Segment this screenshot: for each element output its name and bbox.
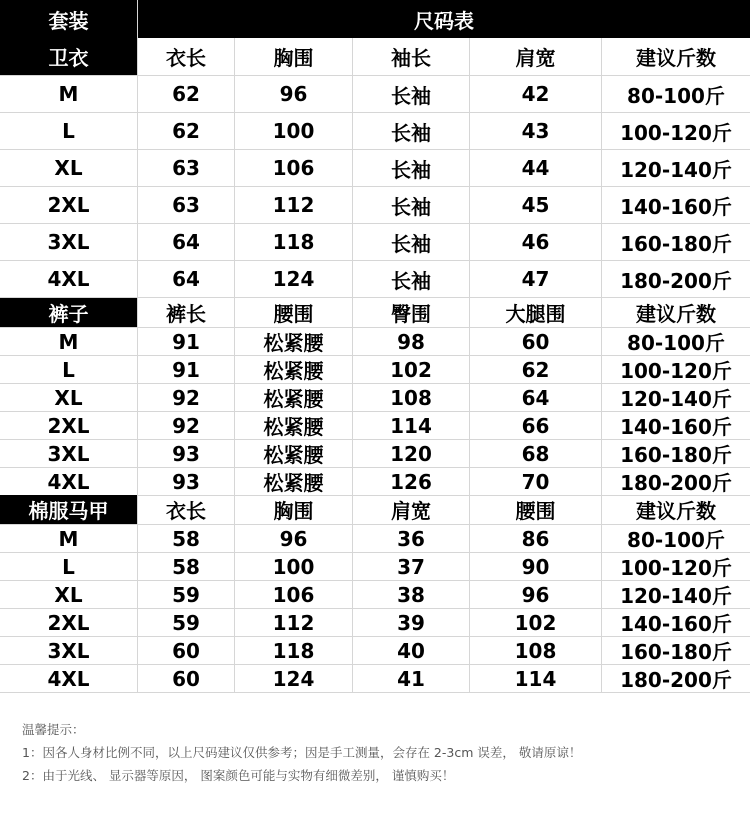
table-cell: 180-200斤	[620, 668, 732, 692]
size-label: M	[0, 76, 138, 112]
table-cell: 松紧腰	[235, 328, 353, 355]
table-cell: 松紧腰	[235, 440, 353, 467]
table-row	[0, 113, 750, 150]
table-cell: 90	[470, 553, 602, 580]
table-cell: 120-140斤	[620, 157, 732, 182]
table-cell: 58	[138, 525, 235, 552]
size-label: 4XL	[0, 261, 138, 297]
table-cell: 80-100斤	[627, 83, 725, 108]
table-cell: 124	[235, 665, 353, 692]
table-cell: 98	[353, 328, 470, 355]
table-cell: 91	[138, 356, 235, 383]
table-cell: 60	[138, 665, 235, 692]
table-cell: 44	[470, 150, 602, 186]
table-cell: 64	[470, 384, 602, 411]
table-cell: 91	[138, 328, 235, 355]
table-cell: 68	[470, 440, 602, 467]
table-cell: 180-200斤	[620, 268, 732, 293]
section-name: 棉服马甲	[0, 495, 138, 524]
table-cell: 160-180斤	[620, 640, 732, 664]
table-row	[0, 440, 750, 468]
table-row	[0, 412, 750, 440]
table-cell: 180-200斤	[620, 471, 732, 495]
size-label: 2XL	[0, 412, 138, 439]
column-header: 肩宽	[470, 38, 602, 75]
size-label: 3XL	[0, 440, 138, 467]
table-cell: 60	[138, 637, 235, 664]
table-cell: 62	[138, 113, 235, 149]
table-cell: 松紧腰	[235, 468, 353, 495]
table-cell: 42	[470, 76, 602, 112]
column-header: 肩宽	[353, 495, 470, 524]
table-cell: 112	[235, 609, 353, 636]
size-label: XL	[0, 150, 138, 186]
size-label: 3XL	[0, 224, 138, 260]
table-row	[0, 224, 750, 261]
table-cell: 160-180斤	[620, 231, 732, 256]
table-row	[0, 468, 750, 496]
notes	[22, 718, 581, 787]
size-label: 2XL	[0, 609, 138, 636]
table-cell: 59	[138, 581, 235, 608]
group-label: 套装	[0, 0, 138, 38]
table-cell: 100-120斤	[620, 120, 732, 145]
table-cell: 96	[470, 581, 602, 608]
table-cell: 114	[353, 412, 470, 439]
table-cell: 43	[470, 113, 602, 149]
column-header: 建议斤数	[636, 46, 716, 70]
table-cell: 100	[235, 113, 353, 149]
table-cell: 40	[353, 637, 470, 664]
table-cell: 140-160斤	[620, 194, 732, 219]
column-header: 衣长	[138, 495, 235, 524]
title-row	[0, 0, 750, 38]
table-cell: 长袖	[353, 224, 470, 260]
table-cell: 45	[470, 187, 602, 223]
table-row	[0, 637, 750, 665]
table-cell: 37	[353, 553, 470, 580]
table-cell: 120-140斤	[620, 584, 732, 608]
table-cell: 118	[235, 224, 353, 260]
column-header: 臀围	[353, 298, 470, 327]
table-cell: 93	[138, 440, 235, 467]
section-header-row	[0, 38, 750, 76]
table-cell: 100-120斤	[620, 359, 732, 383]
table-cell: 120	[353, 440, 470, 467]
table-row	[0, 384, 750, 412]
table-cell: 80-100斤	[627, 528, 725, 552]
table-cell: 92	[138, 384, 235, 411]
table-cell: 140-160斤	[620, 612, 732, 636]
table-row	[0, 150, 750, 187]
size-label: L	[0, 356, 138, 383]
section-name: 卫衣	[0, 38, 138, 75]
table-cell: 60	[470, 328, 602, 355]
table-cell: 100-120斤	[620, 556, 732, 580]
table-row	[0, 187, 750, 224]
table-cell: 41	[353, 665, 470, 692]
size-label: XL	[0, 581, 138, 608]
table-row	[0, 76, 750, 113]
table-cell: 120-140斤	[620, 387, 732, 411]
table-cell: 松紧腰	[235, 384, 353, 411]
table-cell: 长袖	[353, 187, 470, 223]
table-row	[0, 525, 750, 553]
table-cell: 114	[470, 665, 602, 692]
table-cell: 126	[353, 468, 470, 495]
table-cell: 62	[138, 76, 235, 112]
table-cell: 松紧腰	[235, 412, 353, 439]
size-label: L	[0, 113, 138, 149]
table-cell: 106	[235, 150, 353, 186]
column-header: 建议斤数	[636, 302, 716, 326]
column-header: 腰围	[470, 495, 602, 524]
table-cell: 松紧腰	[235, 356, 353, 383]
column-header: 建议斤数	[636, 499, 716, 523]
table-cell: 39	[353, 609, 470, 636]
section-header-row	[0, 298, 750, 328]
table-cell: 100	[235, 553, 353, 580]
table-row	[0, 665, 750, 693]
table-cell: 70	[470, 468, 602, 495]
table-cell: 80-100斤	[627, 331, 725, 355]
table-cell: 64	[138, 224, 235, 260]
table-cell: 59	[138, 609, 235, 636]
size-label: 4XL	[0, 665, 138, 692]
table-cell: 93	[138, 468, 235, 495]
note-item-1: 1：因各人身材比例不同，以上尺码建议仅供参考；因是手工测量，会存在 2-3cm 误差， 敬请原谅！	[22, 745, 582, 760]
table-row	[0, 581, 750, 609]
size-label: 3XL	[0, 637, 138, 664]
table-cell: 86	[470, 525, 602, 552]
table-cell: 102	[470, 609, 602, 636]
table-cell: 长袖	[353, 76, 470, 112]
size-label: 2XL	[0, 187, 138, 223]
column-header: 裤长	[138, 298, 235, 327]
size-label: M	[0, 328, 138, 355]
table-cell: 108	[470, 637, 602, 664]
table-cell: 102	[353, 356, 470, 383]
table-cell: 92	[138, 412, 235, 439]
size-label: M	[0, 525, 138, 552]
table-row	[0, 261, 750, 298]
column-header: 袖长	[353, 38, 470, 75]
table-cell: 124	[235, 261, 353, 297]
table-cell: 112	[235, 187, 353, 223]
note-item-2: 2：由于光线、 显示器等原因， 图案颜色可能与实物有细微差别， 谨慎购买！	[22, 768, 455, 783]
table-cell: 长袖	[353, 113, 470, 149]
table-cell: 66	[470, 412, 602, 439]
table-cell: 106	[235, 581, 353, 608]
size-label: XL	[0, 384, 138, 411]
table-cell: 96	[235, 525, 353, 552]
chart-title: 尺码表	[138, 0, 750, 38]
table-cell: 长袖	[353, 261, 470, 297]
section-header-row	[0, 495, 750, 525]
table-cell: 63	[138, 187, 235, 223]
column-header: 大腿围	[470, 298, 602, 327]
table-row	[0, 328, 750, 356]
table-cell: 160-180斤	[620, 443, 732, 467]
table-cell: 118	[235, 637, 353, 664]
table-row	[0, 356, 750, 384]
column-header: 胸围	[235, 495, 353, 524]
table-cell: 47	[470, 261, 602, 297]
table-cell: 38	[353, 581, 470, 608]
table-cell: 62	[470, 356, 602, 383]
column-header: 腰围	[235, 298, 353, 327]
table-row	[0, 609, 750, 637]
table-cell: 140-160斤	[620, 415, 732, 439]
size-label: L	[0, 553, 138, 580]
column-header: 衣长	[138, 38, 235, 75]
section-name: 裤子	[0, 298, 138, 327]
table-cell: 96	[235, 76, 353, 112]
table-cell: 108	[353, 384, 470, 411]
table-cell: 长袖	[353, 150, 470, 186]
table-cell: 36	[353, 525, 470, 552]
table-cell: 46	[470, 224, 602, 260]
table-cell: 58	[138, 553, 235, 580]
notes-heading: 温馨提示：	[22, 722, 85, 737]
column-header: 胸围	[235, 38, 353, 75]
table-cell: 64	[138, 261, 235, 297]
table-cell: 63	[138, 150, 235, 186]
table-row	[0, 553, 750, 581]
size-label: 4XL	[0, 468, 138, 495]
